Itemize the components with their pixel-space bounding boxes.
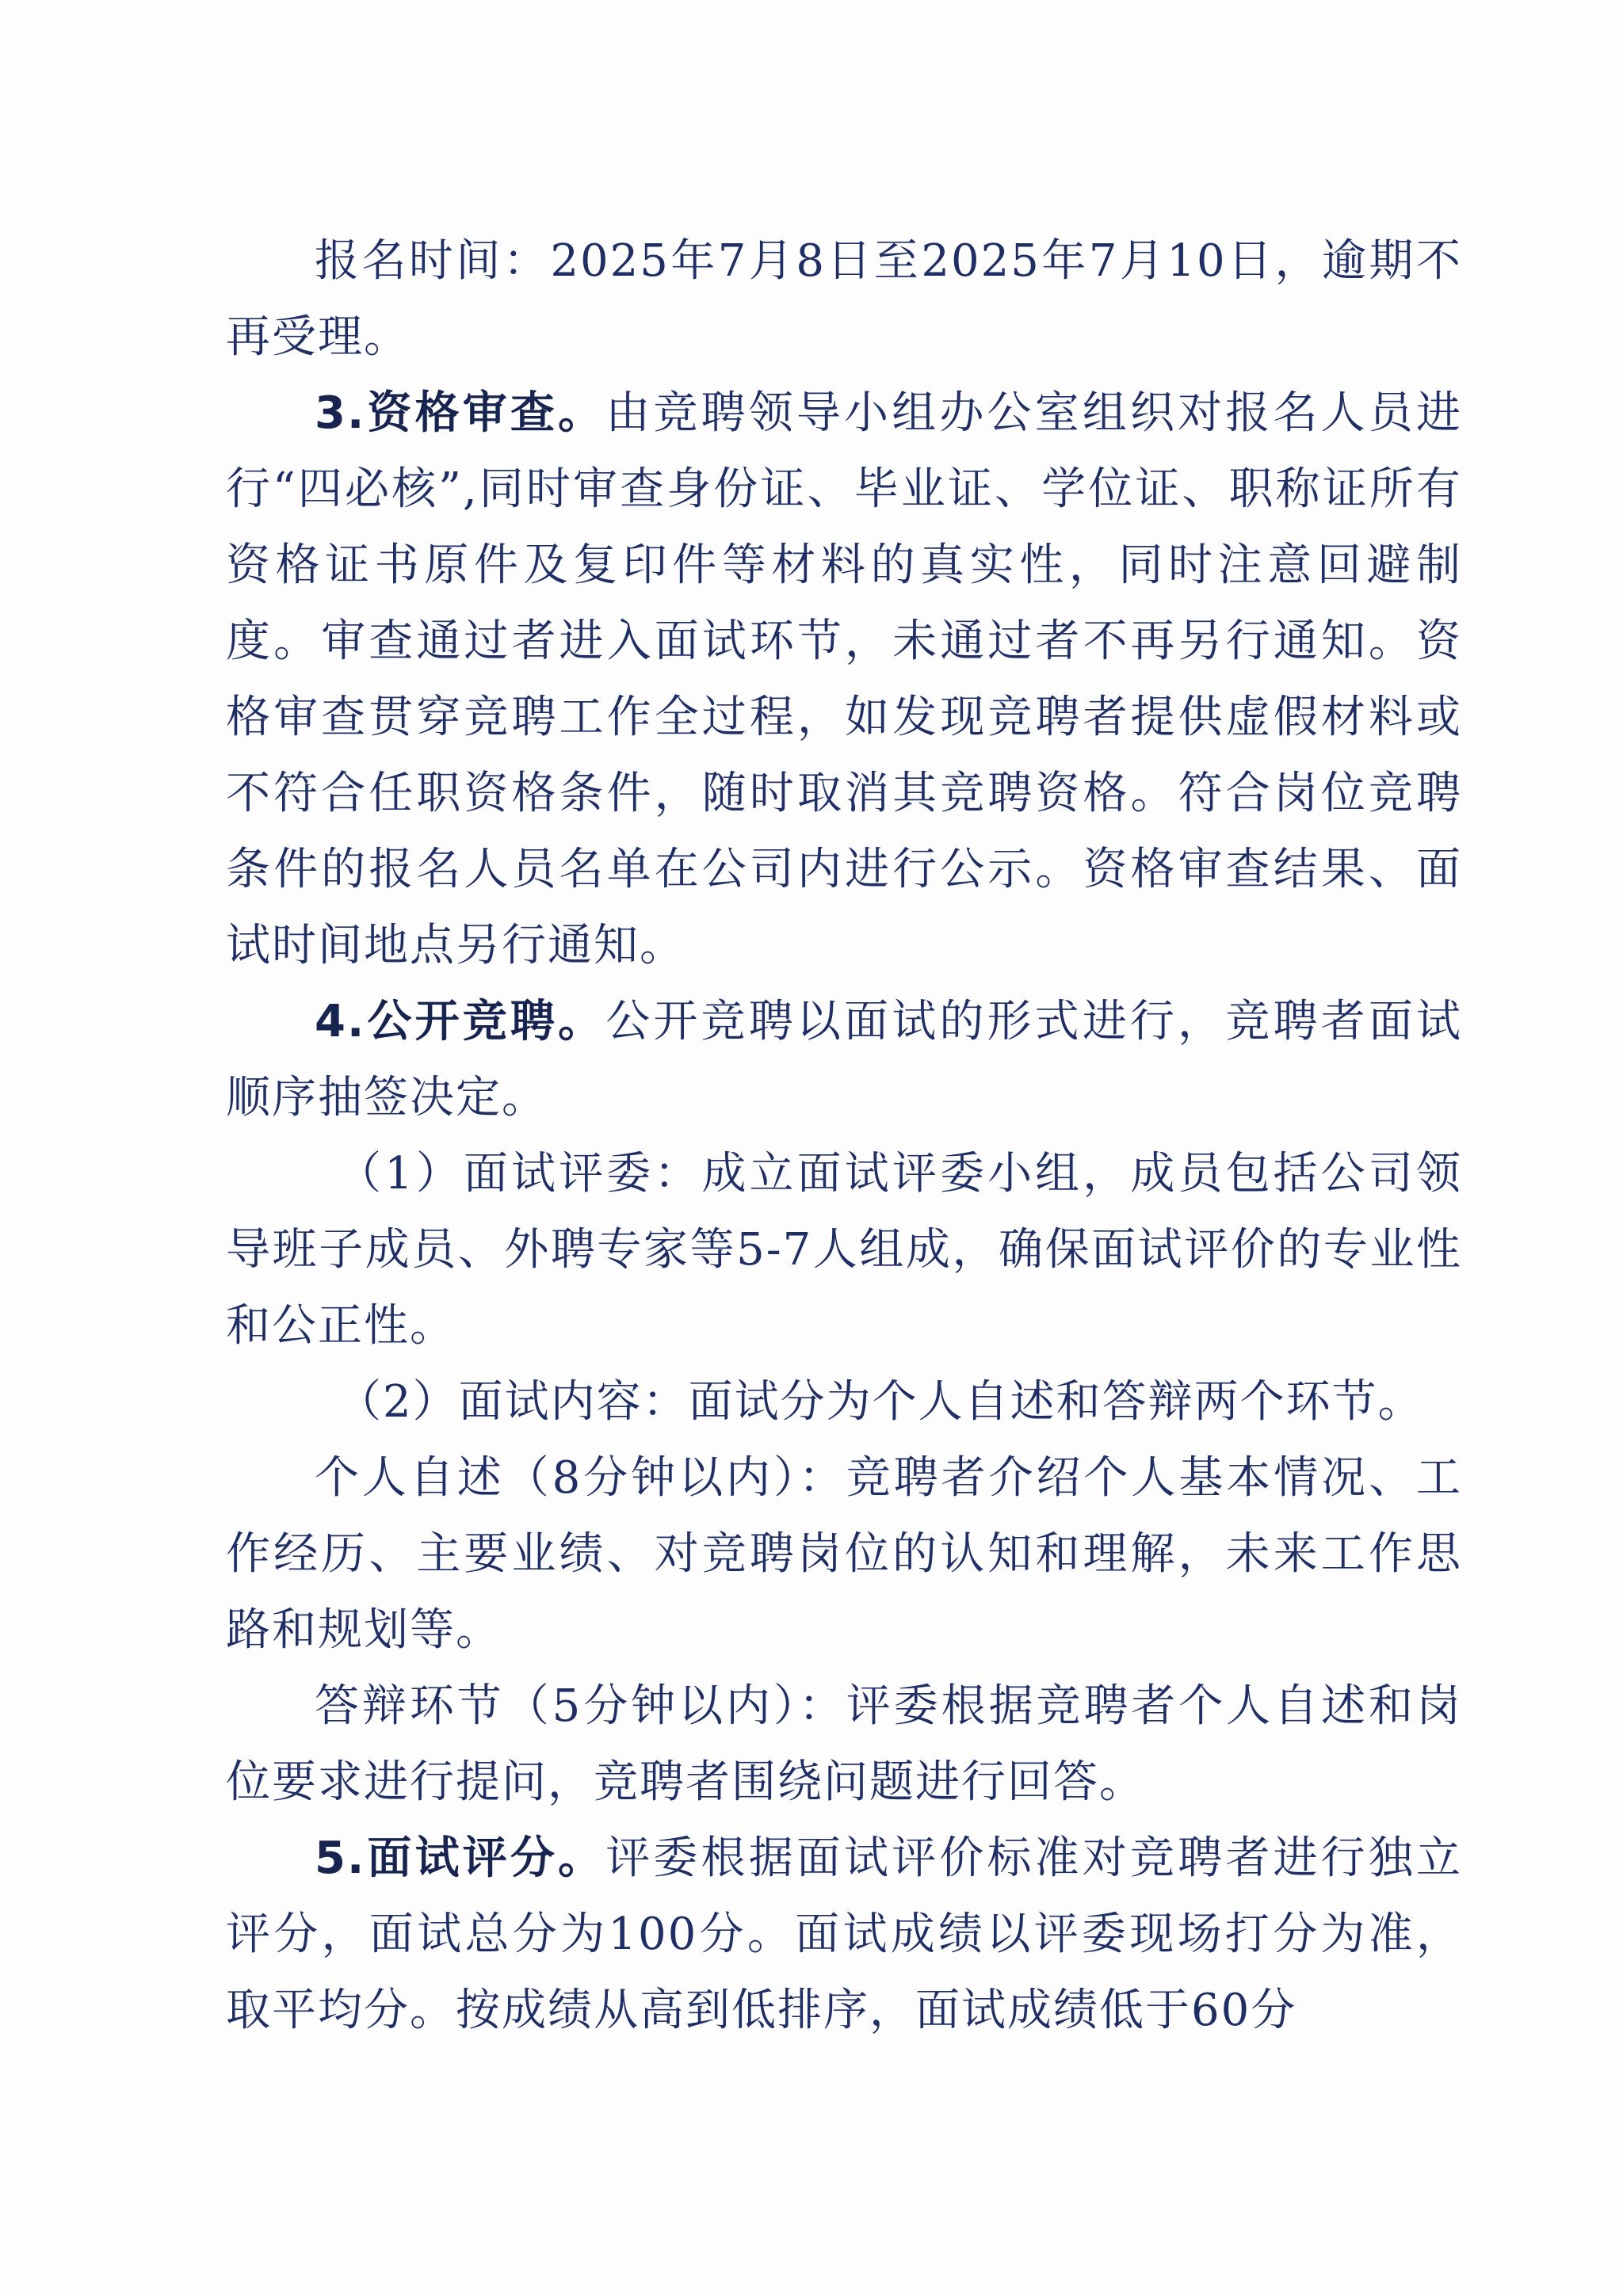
document-body (226, 223, 1462, 2049)
defense-text: 答辩环节（5分钟以内）：评委根据竞聘者个人自述和岗位要求进行提问，竞聘者围绕问题进行回答。 (226, 1680, 1462, 1808)
paragraph-open-competition (226, 984, 1462, 1136)
registration-time-text: 报名时间：2025年7月8日至2025年7月10日，逾期不再受理。 (226, 235, 1462, 363)
paragraph-defense (226, 1669, 1462, 1821)
paragraph-registration-time (226, 223, 1462, 376)
qualification-review-text: 由竞聘领导小组办公室组织对报名人员进行“四必核”,同时审查身份证、毕业证、学位证、职称证所有资格证书原件及复印件等材料的真实性，同时注意回避制度。审查通过者进入面试环节，未通过者不再另行通知。资格审查贯穿竞聘工作全过程，如发现竞聘者提供虚假材料或不符合任职资格条件，随时取消其竞聘资格。符合岗位竞聘条件的报名人员名单在公司内进行公示。资格审查结果、面试时间地点另行通知。 (226, 387, 1462, 971)
open-competition-heading: 4.公开竞聘。 (315, 996, 606, 1047)
interview-scoring-text: 评委根据面试评价标准对竞聘者进行独立评分，面试总分为100分。面试成绩以评委现场打分为准，取平均分。按成绩从高到低排序，面试成绩低于60分 (226, 1833, 1462, 2036)
paragraph-interview-content (226, 1364, 1462, 1440)
interview-content-text: （2）面试内容：面试分为个人自述和答辩两个环节。 (337, 1376, 1424, 1428)
paragraph-interview-scoring (226, 1821, 1462, 2049)
paragraph-interview-panel (226, 1136, 1462, 1364)
paragraph-self-statement (226, 1440, 1462, 1669)
interview-scoring-heading: 5.面试评分。 (315, 1833, 606, 1884)
open-competition-text: 公开竞聘以面试的形式进行，竞聘者面试顺序抽签决定。 (226, 996, 1462, 1123)
interview-panel-text: （1）面试评委：成立面试评委小组，成员包括公司领导班子成员、外聘专家等5-7人组成，确保面试评价的专业性和公正性。 (226, 1148, 1462, 1352)
qualification-review-heading: 3.资格审查。 (315, 387, 606, 439)
self-statement-text: 个人自述（8分钟以内）：竞聘者介绍个人基本情况、工作经历、主要业绩、对竞聘岗位的认知和理解，未来工作思路和规划等。 (226, 1452, 1462, 1656)
paragraph-qualification-review (226, 376, 1462, 984)
